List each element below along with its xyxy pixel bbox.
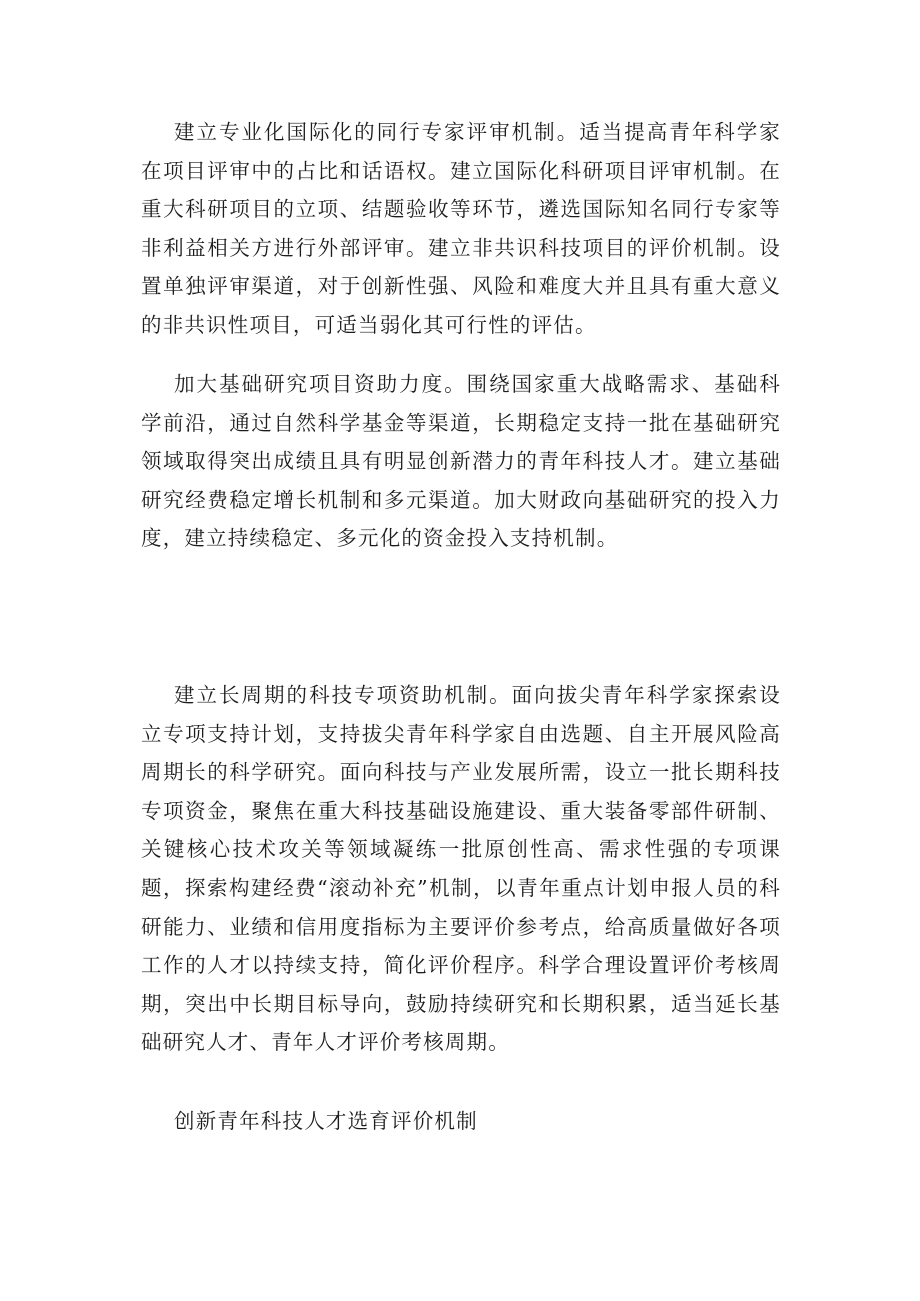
paragraph-long-cycle-funding bbox=[141, 676, 781, 1062]
paragraph-text: 建立长周期的科技专项资助机制。面向拔尖青年科学家探索设立专项支持计划，支持拔尖青年科学家自由选题、自主开展风险高周期长的科学研究。面向科技与产业发展所需，设立一批长期科技专项资金，聚焦在重大科技基础设施建设、重大装备零部件研制、关键核心技术攻关等领域凝练一批原创性高、需求性强的专项课题，探索构建经费“滚动补充”机制，以青年重点计划申报人员的科研能力、业绩和信用度指标为主要评价参考点，给高质量做好各项工作的人才以持续支持，简化评价程序。科学合理设置评价考核周期，突出中长期目标导向，鼓励持续研究和长期积累，适当延长基础研究人才、青年人才评价考核周期。 bbox=[141, 683, 781, 1055]
paragraph-basic-research-funding bbox=[141, 365, 781, 558]
paragraph-peer-review bbox=[141, 113, 781, 345]
paragraph-text: 加大基础研究项目资助力度。围绕国家重大战略需求、基础科学前沿，通过自然科学基金等渠道，长期稳定支持一批在基础研究领域取得突出成绩且具有明显创新潜力的青年科技人才。建立基础研究经费稳定增长机制和多元渠道。加大财政向基础研究的投入力度，建立持续稳定、多元化的资金投入支持机制。 bbox=[141, 372, 781, 551]
section-heading: 创新青年科技人才选育评价机制 bbox=[174, 1109, 478, 1133]
paragraph-text: 建立专业化国际化的同行专家评审机制。适当提高青年科学家在项目评审中的占比和话语权。建立国际化科研项目评审机制。在重大科研项目的立项、结题验收等环节，遴选国际知名同行专家等非利益相关方进行外部评审。建立非共识科技项目的评价机制。设置单独评审渠道，对于创新性强、风险和难度大并且具有重大意义的非共识性项目，可适当弱化其可行性的评估。 bbox=[141, 120, 781, 337]
